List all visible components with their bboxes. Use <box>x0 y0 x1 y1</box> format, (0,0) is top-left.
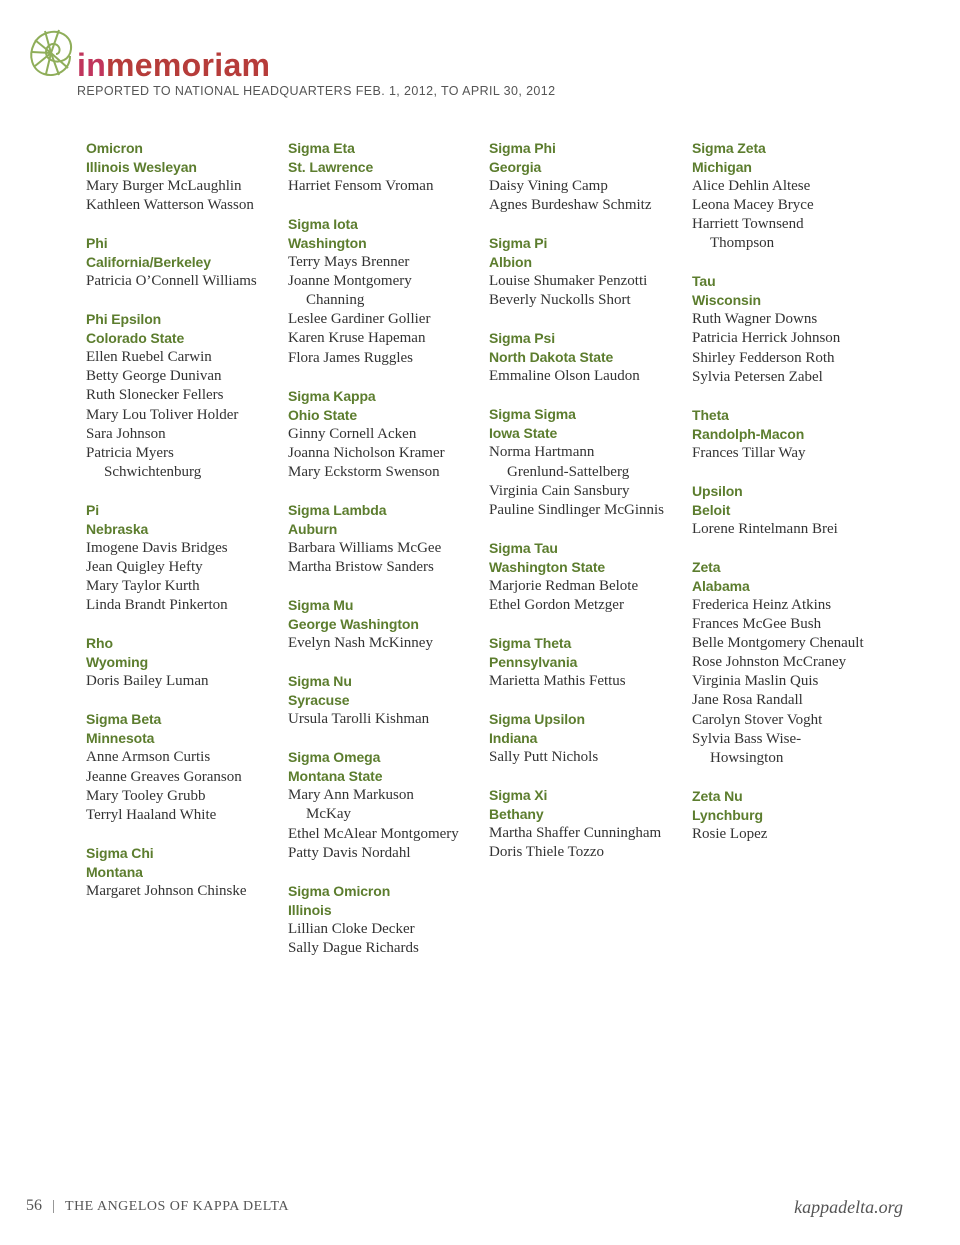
chapter-name: Pi <box>86 501 100 518</box>
chapter-group <box>692 787 887 844</box>
chapter-group <box>288 748 483 862</box>
chapter-group <box>86 501 281 615</box>
member-name: Karen Kruse Hapeman <box>288 330 426 347</box>
member-name: Jean Quigley Hefty <box>86 559 203 576</box>
chapter-name: Sigma Upsilon <box>489 711 585 728</box>
member-name: Frederica Heinz Atkins <box>692 596 832 613</box>
member-name: Thompson <box>710 235 775 252</box>
chapter-name: Sigma Pi <box>489 235 548 252</box>
member-name: Patty Davis Nordahl <box>288 844 411 861</box>
page-title: inmemoriam <box>77 47 271 83</box>
school-name: Wisconsin <box>692 292 761 309</box>
member-name: Jane Rosa Randall <box>692 692 803 709</box>
page-header <box>26 26 626 106</box>
chapter-name: Sigma Eta <box>288 140 355 156</box>
member-name: Emmaline Olson Laudon <box>489 368 640 385</box>
member-name: Daisy Vining Camp <box>489 178 608 194</box>
chapter-name: Sigma Theta <box>489 635 572 652</box>
member-name: Harriett Townsend <box>692 216 804 233</box>
member-name: Mary Burger McLaughlin <box>86 178 242 194</box>
school-name: Nebraska <box>86 520 149 537</box>
school-name: Randolph-Macon <box>692 425 805 442</box>
chapter-name: Zeta Nu <box>692 787 743 804</box>
member-name: Virginia Cain Sansbury <box>489 482 630 499</box>
member-name: Frances McGee Bush <box>692 616 822 633</box>
member-name: Mary Eckstorm Swenson <box>288 463 440 480</box>
member-name: Ellen Ruebel Carwin <box>86 349 212 366</box>
chapter-name: Sigma Lambda <box>288 501 387 518</box>
member-name: Sally Putt Nichols <box>489 749 599 766</box>
member-name: Doris Thiele Tozzo <box>489 844 605 861</box>
member-name: Belle Montgomery Chenault <box>692 635 864 652</box>
chapter-name: Sigma Omega <box>288 749 381 766</box>
member-name: McKay <box>306 806 351 823</box>
chapter-name: Omicron <box>86 140 143 156</box>
member-name: Joanna Nicholson Kramer <box>288 444 445 461</box>
school-name: Albion <box>489 254 532 271</box>
member-name: Anne Armson Curtis <box>86 749 211 766</box>
member-name: Terryl Haaland White <box>86 806 217 823</box>
member-name: Mary Ann Markuson <box>288 787 414 804</box>
chapter-name: Sigma Kappa <box>288 387 376 404</box>
chapter-name: Sigma Omicron <box>288 882 391 899</box>
chapter-name: Sigma Chi <box>86 844 154 861</box>
member-name: Ruth Slonecker Fellers <box>86 387 224 404</box>
chapter-group <box>692 558 887 768</box>
member-name: Evelyn Nash McKinney <box>288 635 433 652</box>
member-name: Patricia O’Connell Williams <box>86 273 257 290</box>
member-name: Howsington <box>710 749 784 766</box>
school-name: St. Lawrence <box>288 159 374 175</box>
column-4 <box>692 139 887 863</box>
school-name: Illinois <box>288 901 332 918</box>
chapter-group <box>489 786 684 862</box>
school-name: Pennsylvania <box>489 654 578 671</box>
chapter-group <box>86 310 281 482</box>
member-name: Ginny Cornell Acken <box>288 425 417 442</box>
member-name: Virginia Maslin Quis <box>692 673 819 690</box>
footer-separator: | <box>52 1198 56 1214</box>
member-name: Harriet Fensom Vroman <box>288 178 434 194</box>
school-name: Minnesota <box>86 730 155 747</box>
chapter-name: Sigma Zeta <box>692 140 766 156</box>
member-name: Doris Bailey Luman <box>86 673 209 690</box>
chapter-name: Zeta <box>692 558 721 575</box>
chapter-name: Sigma Phi <box>489 140 556 156</box>
member-name: Ethel McAlear Montgomery <box>288 825 459 842</box>
school-name: Bethany <box>489 806 544 823</box>
member-name: Leslee Gardiner Gollier <box>288 311 431 328</box>
school-name: Iowa State <box>489 425 558 442</box>
member-name: Imogene Davis Bridges <box>86 539 228 556</box>
chapter-name: Phi Epsilon <box>86 311 162 328</box>
chapter-name: Sigma Psi <box>489 330 556 347</box>
member-name: Sara Johnson <box>86 425 166 442</box>
chapter-name: Sigma Mu <box>288 597 354 614</box>
chapter-group <box>489 539 684 615</box>
member-name: Jeanne Greaves Goranson <box>86 768 242 785</box>
member-name: Mary Tooley Grubb <box>86 787 206 804</box>
school-name: North Dakota State <box>489 349 614 366</box>
chapter-group <box>692 272 887 386</box>
member-name: Patricia Myers <box>86 444 174 461</box>
member-name: Shirley Fedderson Roth <box>692 349 835 366</box>
school-name: Montana State <box>288 768 383 785</box>
school-name: Georgia <box>489 159 542 175</box>
member-name: Terry Mays Brenner <box>288 254 410 271</box>
member-name: Agnes Burdeshaw Schmitz <box>489 197 652 214</box>
column-2 <box>288 139 483 977</box>
chapter-group <box>288 387 483 482</box>
chapter-group <box>489 234 684 310</box>
chapter-group <box>489 139 684 215</box>
school-name: Montana <box>86 863 143 880</box>
chapter-group <box>86 139 281 215</box>
magazine-name: THE ANGELOS OF KAPPA DELTA <box>65 1199 289 1214</box>
column-3 <box>489 139 684 881</box>
school-name: George Washington <box>288 616 419 633</box>
chapter-group <box>288 596 483 653</box>
member-name: Mary Taylor Kurth <box>86 578 200 595</box>
school-name: Auburn <box>288 520 338 537</box>
member-name: Alice Dehlin Altese <box>692 178 811 194</box>
chapter-group <box>489 329 684 386</box>
member-name: Sylvia Bass Wise- <box>692 730 802 747</box>
chapter-name: Upsilon <box>692 482 743 499</box>
member-name: Louise Shumaker Penzotti <box>489 273 648 290</box>
member-name: Channing <box>306 292 365 309</box>
member-name: Barbara Williams McGee <box>288 539 442 556</box>
member-name: Schwichtenburg <box>104 463 202 480</box>
school-name: Washington State <box>489 558 606 575</box>
chapter-group <box>692 482 887 539</box>
member-name: Flora James Ruggles <box>288 349 413 366</box>
school-name: Illinois Wesleyan <box>86 159 197 175</box>
member-name: Carolyn Stover Voght <box>692 711 823 728</box>
school-name: Washington <box>288 235 367 252</box>
chapter-name: Phi <box>86 235 108 252</box>
member-name: Martha Bristow Sanders <box>288 559 434 576</box>
school-name: Ohio State <box>288 406 358 423</box>
member-name: Sally Dague Richards <box>288 939 419 956</box>
school-name: Lynchburg <box>692 806 763 823</box>
chapter-name: Sigma Iota <box>288 216 358 233</box>
website-link[interactable]: kappadelta.org <box>794 1197 903 1217</box>
school-name: Colorado State <box>86 330 185 347</box>
member-name: Grenlund-Sattelberg <box>507 463 630 480</box>
chapter-group <box>489 405 684 519</box>
chapter-group <box>288 672 483 729</box>
chapter-group <box>692 406 887 463</box>
member-name: Lillian Cloke Decker <box>288 920 415 937</box>
school-name: Michigan <box>692 159 752 175</box>
school-name: Beloit <box>692 501 731 518</box>
member-name: Rose Johnston McCraney <box>692 654 847 671</box>
chapter-group <box>86 710 281 824</box>
member-name: Sylvia Petersen Zabel <box>692 368 823 385</box>
member-name: Leona Macey Bryce <box>692 197 814 214</box>
member-name: Kathleen Watterson Wasson <box>86 197 254 214</box>
chapter-name: Sigma Sigma <box>489 406 576 423</box>
chapter-group <box>489 710 684 767</box>
school-name: California/Berkeley <box>86 254 211 271</box>
school-name: Indiana <box>489 730 538 747</box>
chapter-group <box>692 139 887 253</box>
member-name: Patricia Herrick Johnson <box>692 330 841 347</box>
page-subtitle: REPORTED TO NATIONAL HEADQUARTERS FEB. 1, 2012, TO APRIL 30, 2012 <box>77 84 556 98</box>
chapter-group <box>288 215 483 368</box>
member-name: Lorene Rintelmann Brei <box>692 520 838 537</box>
footer-publication <box>26 1197 289 1215</box>
member-name: Ruth Wagner Downs <box>692 311 818 328</box>
member-name: Rosie Lopez <box>692 825 768 842</box>
nautilus-shell-icon <box>26 26 76 82</box>
chapter-name: Sigma Nu <box>288 673 352 690</box>
member-name: Joanne Montgomery <box>288 273 412 290</box>
school-name: Wyoming <box>86 654 149 671</box>
school-name: Alabama <box>692 577 750 594</box>
member-name: Betty George Dunivan <box>86 368 222 385</box>
chapter-name: Theta <box>692 406 729 423</box>
member-name: Marietta Mathis Fettus <box>489 673 626 690</box>
page-number: 56 <box>26 1197 42 1214</box>
chapter-name: Tau <box>692 273 716 290</box>
member-name: Martha Shaffer Cunningham <box>489 825 662 842</box>
chapter-group <box>288 139 483 196</box>
chapter-group <box>86 234 281 291</box>
member-name: Norma Hartmann <box>489 444 595 461</box>
chapter-group <box>86 844 281 901</box>
member-name: Ethel Gordon Metzger <box>489 596 624 613</box>
member-name: Ursula Tarolli Kishman <box>288 711 430 728</box>
chapter-group <box>86 634 281 691</box>
member-name: Mary Lou Toliver Holder <box>86 406 239 423</box>
chapter-name: Sigma Beta <box>86 711 162 728</box>
chapter-name: Sigma Xi <box>489 787 548 804</box>
chapter-group <box>288 882 483 958</box>
chapter-name: Sigma Tau <box>489 539 558 556</box>
chapter-group <box>288 501 483 577</box>
member-name: Beverly Nuckolls Short <box>489 292 631 309</box>
member-name: Linda Brandt Pinkerton <box>86 597 228 614</box>
school-name: Syracuse <box>288 692 350 709</box>
member-name: Pauline Sindlinger McGinnis <box>489 501 664 518</box>
chapter-name: Rho <box>86 635 113 652</box>
member-name: Margaret Johnson Chinske <box>86 882 247 899</box>
member-name: Marjorie Redman Belote <box>489 577 639 594</box>
column-1 <box>86 139 281 920</box>
chapter-group <box>489 634 684 691</box>
member-name: Frances Tillar Way <box>692 444 806 461</box>
